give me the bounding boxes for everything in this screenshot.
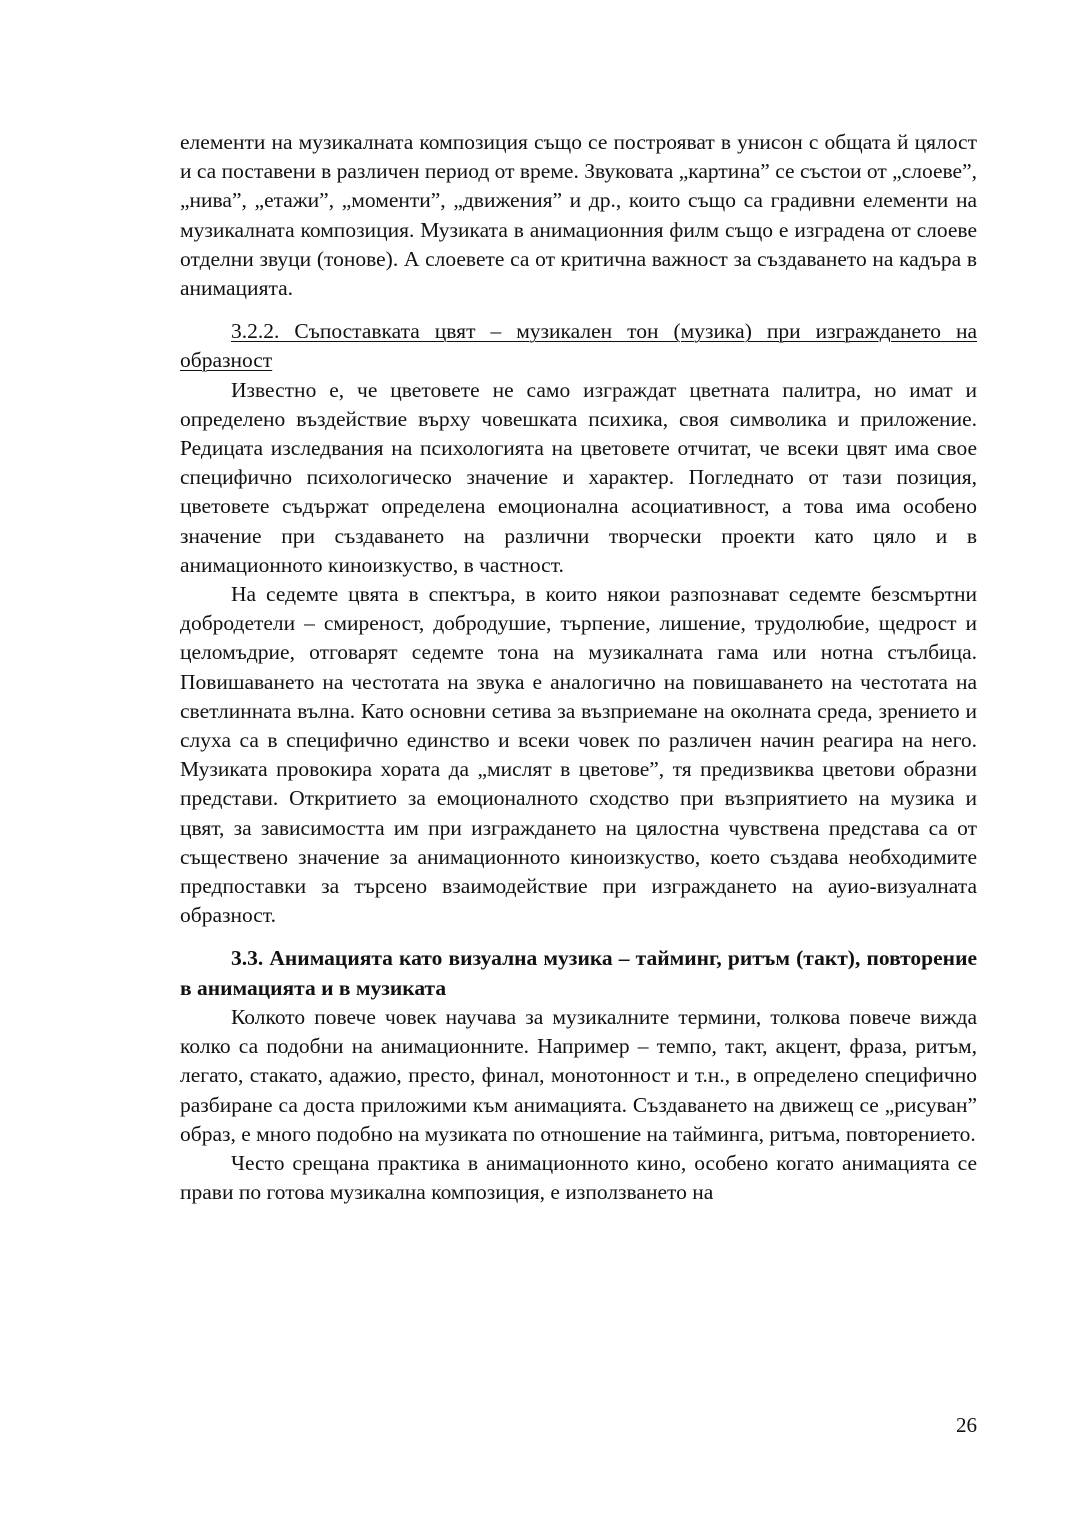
paragraph-color-psychology: Известно е, че цветовете не само изграждат цветната палитра, но имат и определено въздействие върху човешката психика, своя символика и приложение. Редицата изследвания на психологията на цветовете отчитат, че всеки цвят има свое специфично психологическо значение и характер. Погледнато от тази позиция, цветовете съдържат определена емоционална асоциативност, а това има особено значение при създаването на различни творчески проекти като цяло и в анимационното киноизкуство, в частност. bbox=[180, 377, 977, 577]
page-number: 26 bbox=[956, 1413, 977, 1437]
page-body bbox=[180, 128, 977, 1207]
section-heading: 3.3. Анимацията като визуална музика – тайминг, ритъм (такт), повторение в анимацията и в музиката bbox=[180, 946, 977, 1000]
paragraph-practice: Често срещана практика в анимационното кино, особено когато анимацията се прави по готова музикална композиция, е използването на bbox=[180, 1150, 977, 1205]
subsection-heading-text: 3.2.2. Съпоставката цвят – музикален тон (музика) при изграждането на образност bbox=[180, 319, 977, 373]
paragraph-continued: елементи на музикалната композиция също се построяват в унисон с общата й цялост и са поставени в различен период от време. Звуковата „картина” се състои от „слоеве”, „нива”, „етажи”, „моменти”, „движения” и др., които също са градивни елементи на музикалната композиция. Музиката в анимационния филм също е изградена от слоеве отделни звуци (тонове). А слоевете са от критична важност за създаването на кадъра в анимацията. bbox=[180, 130, 977, 301]
paragraph-seven-colors: На седемте цвята в спектъра, в които някои разпознават седемте безсмъртни добродетели – смиреност, добродушие, търпение, лишение, трудолюбие, щедрост и целомъдрие, отговарят седемте тона на музикалната гама или нотна стълбица. Повишаването на честотата на звука е аналогично на повишаването на честотата на светлинната вълна. Като основни сетива за възприемане на околната среда, зрението и слуха са в специфично единство и всеки човек по различен начин реагира на него. Музиката провокира хората да „мислят в цветове”, тя предизвиква цветови образни представи. Откритието за емоционалното сходство при възприятието на музика и цвят, за зависимостта им при изграждането на цялостна чувствена представа са от съществено значение за анимационното киноизкуство, което създава необходимите предпоставки за търсено взаимодействие при изграждането на ауио-визуалната образност. bbox=[180, 582, 977, 928]
paragraph-music-terms: Колкото повече човек научава за музикалните термини, толкова повече вижда колко са подобни на анимационните. Например – темпо, такт, акцент, фраза, ритъм, легато, стакато, адажио, престо, финал, монотонност и т.н., в определено специфично разбиране са доста приложими към анимацията. Създаването на движещ се „рисуван” образ, е много подобно на музиката по отношение на тайминга, ритъма, повторението. bbox=[180, 1004, 977, 1146]
subsection-heading bbox=[180, 317, 977, 375]
